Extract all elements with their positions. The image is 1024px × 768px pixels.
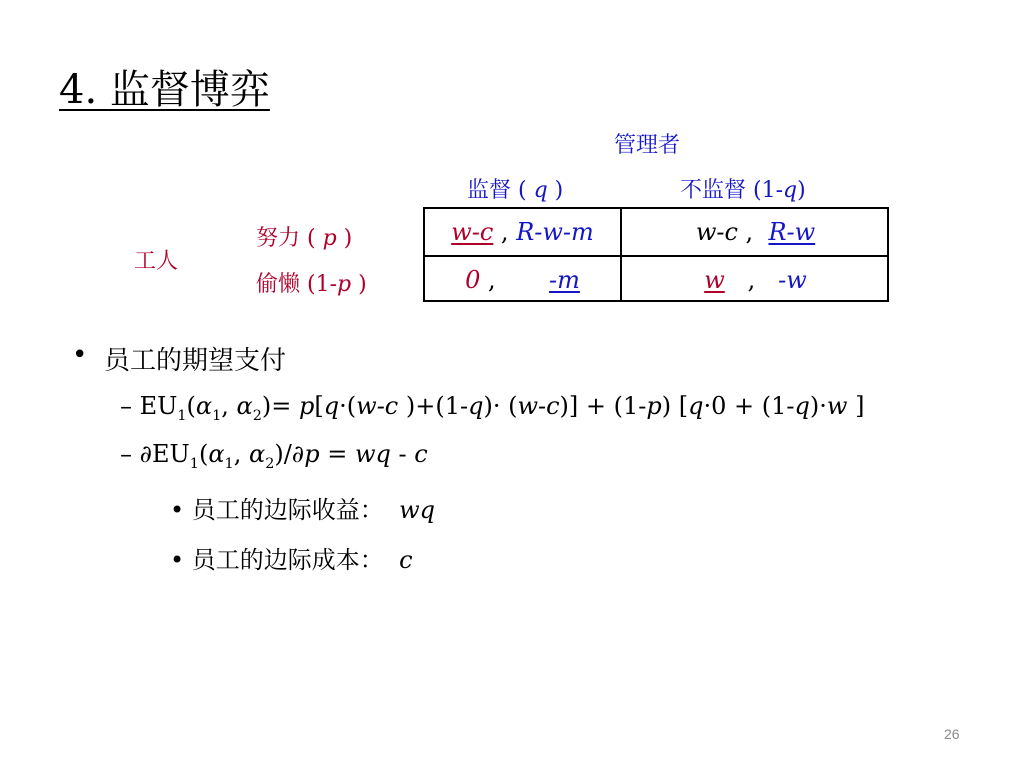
- payoff-cell-shirk-monitor: 0 , -m: [465, 266, 580, 294]
- bullet-dot: •: [72, 340, 88, 370]
- row-header-work: 努力 ( p ): [256, 226, 353, 251]
- sub-bullet-marginal-cost: • 员工的边际成本： c: [170, 546, 413, 574]
- equation-derivative: – $\partial EU_1(\alpha_1$, $\alpha_2)/\partial p$ = wq - c: [120, 440, 428, 472]
- payoff-cell-shirk-no-monitor: w , -w: [704, 266, 807, 294]
- column-player-label: 管理者: [614, 133, 681, 158]
- row-header-shirk: 偷懒 (1-p ): [256, 272, 367, 297]
- payoff-cell-work-monitor: w-c , R-w-m: [451, 218, 594, 246]
- equation-expected-utility: – $EU_1(\alpha_1$, $\alpha_2)= p[q\cdot(w-c$ )+(1-q)· (w-c)] + (1-p) [q·0 + (1-q)·w ]: [120, 392, 865, 424]
- bullet-expected-payoff: 员工的期望支付: [104, 346, 287, 376]
- payoff-cell-work-no-monitor: w-c , R-w: [695, 218, 816, 246]
- col-header-monitor: 监督 ( q ): [467, 178, 564, 203]
- page-number: 26: [944, 726, 960, 742]
- slide-title: 4. 监督博弈: [59, 67, 270, 113]
- row-player-label: 工人: [134, 249, 179, 274]
- col-header-no-monitor: 不监督 (1-q): [680, 178, 806, 203]
- payoff-table: [423, 207, 889, 302]
- sub-bullet-marginal-revenue: • 员工的边际收益： wq: [170, 496, 435, 524]
